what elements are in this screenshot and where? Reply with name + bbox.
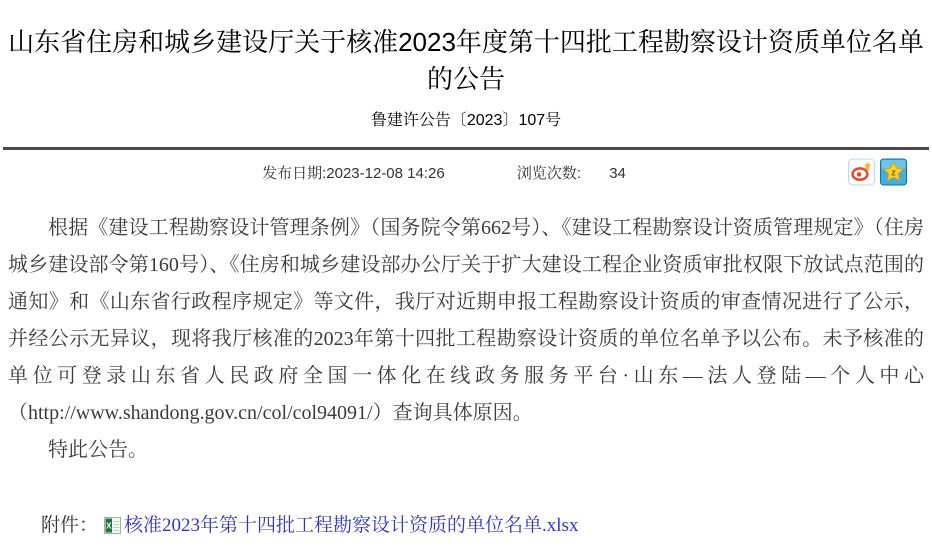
excel-icon-graphic: [104, 517, 121, 534]
weibo-icon-graphic: [848, 159, 875, 186]
weibo-share-icon[interactable]: [848, 159, 875, 186]
attachment-link[interactable]: 核准2023年第十四批工程勘察设计资质的单位名单.xlsx: [124, 515, 579, 536]
meta-row: [0, 150, 932, 194]
doc-number: 鲁建许公告〔2023〕107号: [370, 112, 562, 129]
views-label: 浏览次数:: [516, 164, 582, 182]
page-title: 山东省住房和城乡建设厅关于核准2023年度第十四批工程勘察设计资质单位名单的公告: [8, 27, 924, 94]
attachment-label: 附件：: [41, 515, 99, 536]
svg-text:X: X: [106, 521, 112, 531]
excel-file-icon: [104, 517, 121, 534]
closing-line: 特此公告。: [48, 439, 148, 461]
publish-date-label: 发布日期:: [262, 164, 327, 182]
attachment-row: [8, 507, 924, 544]
meta-info: [262, 162, 626, 183]
publish-date-value: 2023-12-08 14:26: [326, 164, 445, 182]
body-paragraph: 根据《建设工程勘察设计管理条例》（国务院令第662号）、《建设工程勘察设计资质管理规定》（住房城乡建设部令第160号）、《住房和城乡建设部办公厅关于扩大建设工程企业资质审批权限下放试点范围的通知》和《山东省行政程序规定》等文件，我厅对近期申报工程勘察设计资质的审查情况进行了公示，并经公示无异议，现将我厅核准的2023年第十四批工程勘察设计资质的单位名单予以公布。未予核准的单位可登录山东省人民政府全国一体化在线政务服务平台·山东—法人登陆—个人中心（http://www.shandong.gov.cn/col/col94091/）查询具体原因。: [8, 217, 924, 424]
qzone-icon-graphic: [880, 159, 907, 186]
views-count: 34: [609, 164, 626, 182]
qzone-share-icon[interactable]: [880, 159, 907, 186]
svg-text:z: z: [891, 167, 896, 178]
announcement-body: [8, 210, 924, 544]
announcement-page: [0, 24, 932, 552]
share-icons: [848, 159, 907, 186]
